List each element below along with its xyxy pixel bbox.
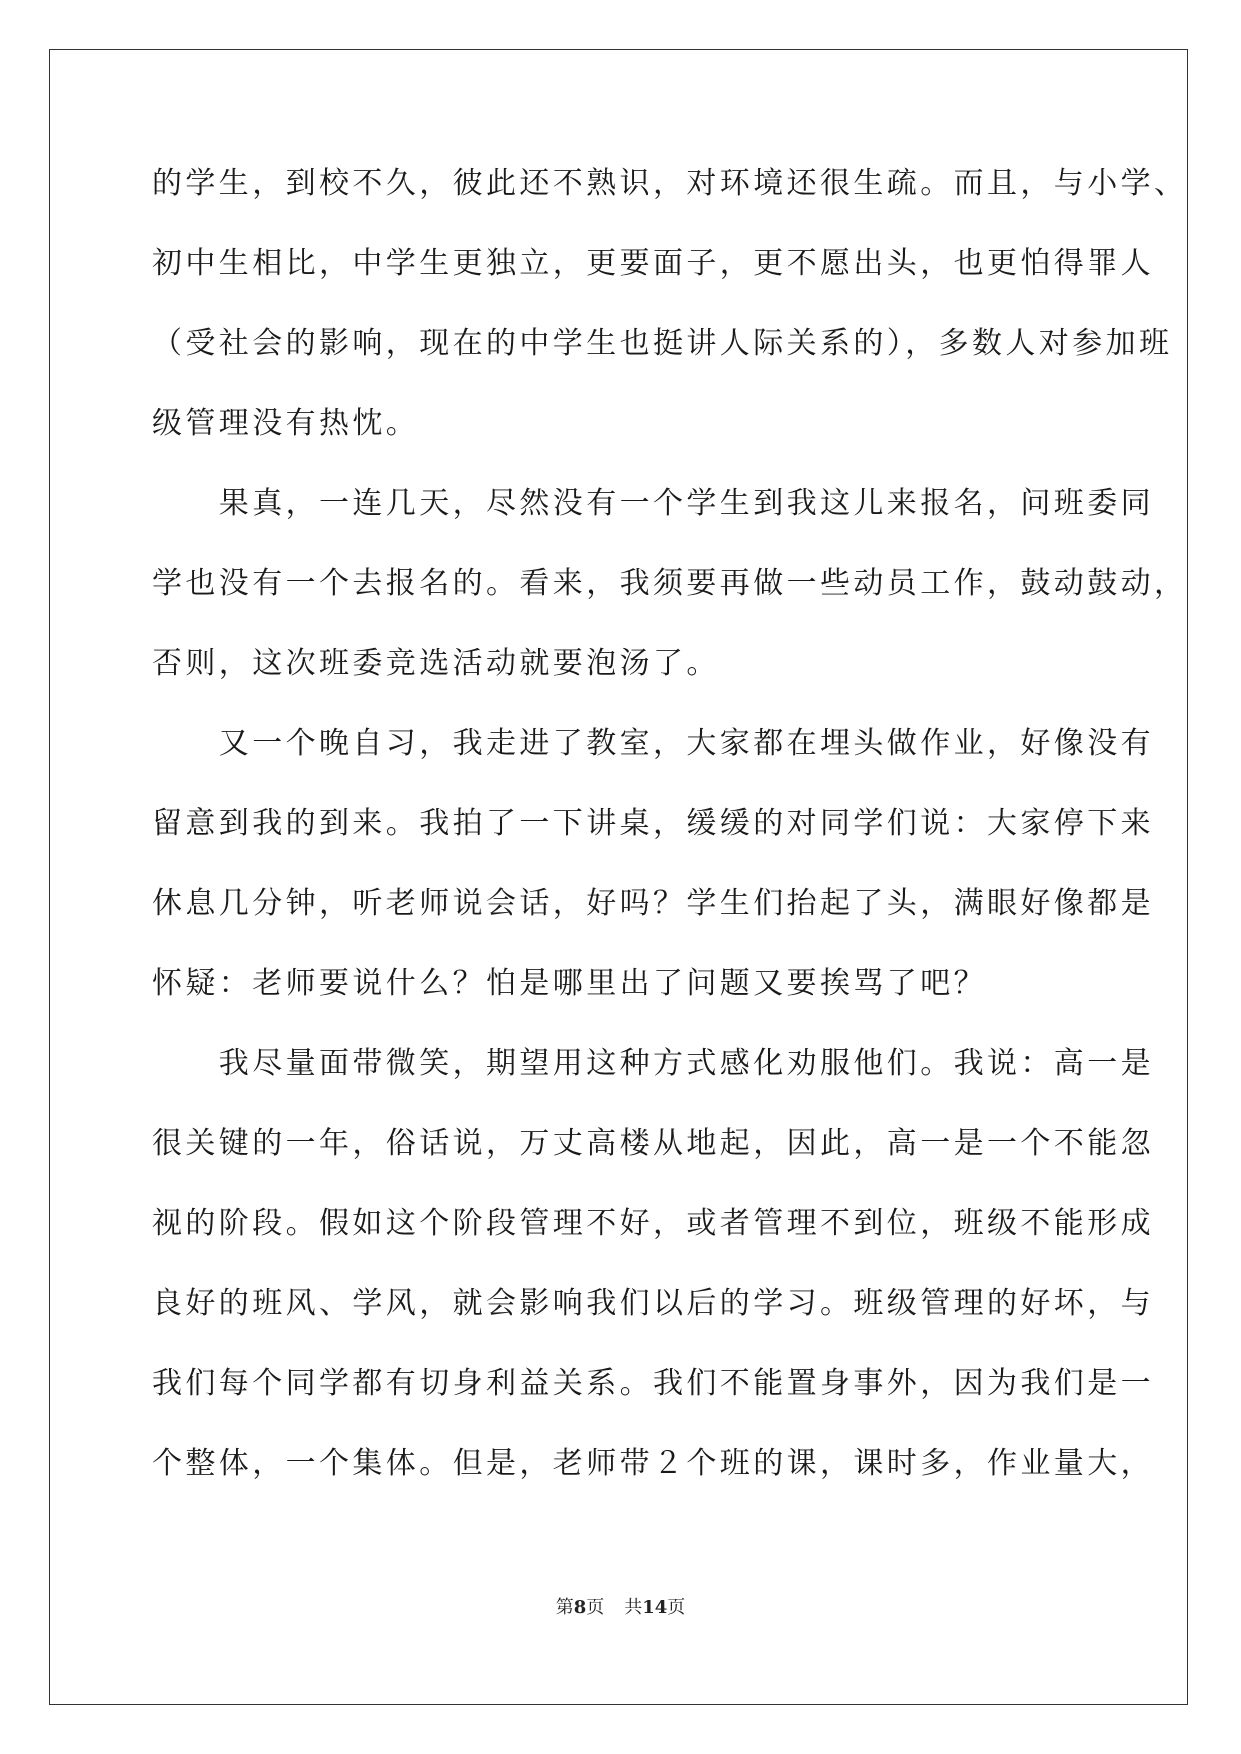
page-footer — [0, 1593, 1241, 1619]
text-line: 良好的班风、学风，就会影响我们以后的学习。班级管理的好坏，与 — [152, 1286, 1154, 1321]
text-line: 怀疑：老师要说什么？怕是哪里出了问题又要挨骂了吧？ — [152, 966, 987, 1001]
text-line: 休息几分钟，听老师说会话，好吗？学生们抬起了头，满眼好像都是 — [152, 886, 1154, 921]
text-line: 学也没有一个去报名的。看来，我须要再做一些动员工作，鼓动鼓动， — [152, 566, 1188, 601]
text-line: （受社会的影响，现在的中学生也挺讲人际关系的），多数人对参加班 — [152, 326, 1173, 361]
page-prefix: 第 — [555, 1597, 574, 1618]
text-line: 初中生相比，中学生更独立，更要面子，更不愿出头，也更怕得罪人 — [152, 246, 1154, 281]
text-line: 果真，一连几天，尽然没有一个学生到我这儿来报名，问班委同 — [152, 486, 1154, 521]
text-line: 留意到我的到来。我拍了一下讲桌，缓缓的对同学们说：大家停下来 — [152, 806, 1154, 841]
total-pages: 14 — [642, 1597, 668, 1618]
page-suffix: 页 — [586, 1597, 605, 1618]
text-line: 视的阶段。假如这个阶段管理不好，或者管理不到位，班级不能形成 — [152, 1206, 1154, 1241]
text-line: 很关键的一年，俗话说，万丈高楼从地起，因此，高一是一个不能忽 — [152, 1126, 1154, 1161]
text-line: 否则，这次班委竞选活动就要泡汤了。 — [152, 646, 720, 681]
page-number: 8 — [573, 1597, 587, 1618]
text-line: 又一个晚自习，我走进了教室，大家都在埋头做作业，好像没有 — [152, 726, 1154, 761]
text-line: 级管理没有热忱。 — [152, 406, 420, 441]
text-line: 我们每个同学都有切身利益关系。我们不能置身事外，因为我们是一 — [152, 1366, 1154, 1401]
text-line: 我尽量面带微笑，期望用这种方式感化劝服他们。我说：高一是 — [152, 1046, 1154, 1081]
total-prefix: 共 — [624, 1597, 643, 1618]
text-line: 的学生，到校不久，彼此还不熟识，对环境还很生疏。而且，与小学、 — [152, 166, 1188, 201]
text-line: 个整体，一个集体。但是，老师带２个班的课，课时多，作业量大， — [152, 1446, 1154, 1481]
total-suffix: 页 — [667, 1597, 686, 1618]
document-body — [152, 144, 1188, 1504]
